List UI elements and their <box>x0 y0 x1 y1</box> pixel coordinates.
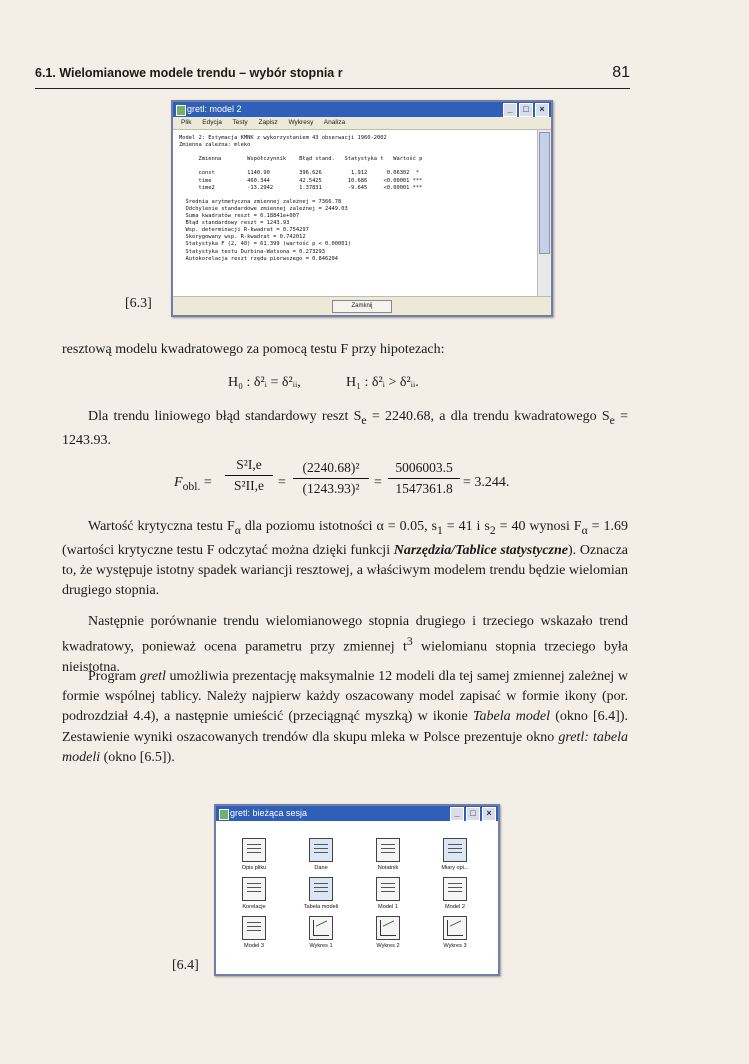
session-icon[interactable] <box>222 877 286 910</box>
session-icon-label: Dane <box>314 865 328 871</box>
session-icon-label: Korelacje <box>242 904 266 910</box>
fraction-variances: S²I,e S²II,e <box>225 457 273 494</box>
menu-tests[interactable]: Testy <box>232 119 248 126</box>
gretl-app-icon <box>219 809 229 820</box>
output-line: Autokorelacja reszt rzędu pierwszego = 0.846204 <box>179 255 339 262</box>
close-icon[interactable]: × <box>482 807 496 821</box>
window-titlebar[interactable] <box>216 806 498 821</box>
session-icon[interactable] <box>222 838 286 871</box>
session-icon-label: Tabela modeli <box>303 904 339 910</box>
close-button[interactable]: Zamknij <box>332 300 392 313</box>
doc-icon <box>376 838 400 862</box>
page-number: 81 <box>612 64 630 81</box>
paragraph-1: resztową modelu kwadratowego za pomocą testu F przy hipotezach: <box>62 342 445 357</box>
model-output-text <box>173 130 537 297</box>
session-icon-label: Model 3 <box>244 943 264 949</box>
doc-icon <box>376 877 400 901</box>
paragraph-5: Program gretl umożliwia prezentację maksymalnie 12 modeli dla tej samej zmiennej zależnej w formie wspólnej tablicy. Należy najpierw każdy oszacowany model zapisać w formie ikony (por. podrozdział 4.4), a następnie umieścić (przeciągnąć myszką) w ikonie Tabela model (okno [6.4]). Zestawienie wyniki oszacowanych trendów dla skupu mleka w Polsce prezentuje okno gretl: tabela modeli (okno [6.5]). <box>62 669 629 765</box>
paragraph-2: Dla trendu liniowego błąd standardowy reszt $S_e = 2240.68$, a dla trendu kwadratowego $S_e = 1243.93$. <box>62 409 628 448</box>
output-line: Statystyka F (2, 40) = 61.399 (wartość p < 0.00001) <box>179 241 352 248</box>
session-icon-label: Miary opi... <box>441 865 469 871</box>
session-icon-label: Model 1 <box>378 904 398 910</box>
hypothesis-h1: H₁ : δ²ᵢ > δ²ᵢᵢ. <box>346 375 419 390</box>
gretl-app-icon <box>176 105 186 116</box>
table-icon <box>443 838 467 862</box>
menu-file[interactable]: Plik <box>181 119 192 126</box>
chart-icon <box>309 916 333 940</box>
output-line: const 1140.90 396.626 1.912 0.06302 * <box>179 170 420 177</box>
gretl-model-window <box>171 100 553 317</box>
output-line: Skorygowany wsp. R-kwadrat = 0.742012 <box>179 234 306 241</box>
session-icon-grid <box>222 838 492 949</box>
session-icon-label: Wykres 2 <box>376 943 400 949</box>
menu-bar <box>173 117 551 130</box>
minimize-icon[interactable]: _ <box>450 807 464 821</box>
session-icon[interactable] <box>356 838 420 871</box>
doc-icon <box>242 916 266 940</box>
window-footer <box>173 296 551 315</box>
session-icon[interactable] <box>356 877 420 910</box>
session-icon[interactable] <box>423 838 487 871</box>
session-icon[interactable] <box>222 916 286 949</box>
doc-icon <box>242 838 266 862</box>
figure-label-6-3: [6.3] <box>125 296 152 311</box>
output-line: time2 -13.2942 1.37831 -9.645 <0.00001 *** <box>179 184 423 191</box>
output-line: time 460.344 42.5425 10.686 <0.00001 *** <box>179 177 423 184</box>
session-icon-label: Model 2 <box>445 904 465 910</box>
figure-label-6-4: [6.4] <box>172 958 199 973</box>
menu-edit[interactable]: Edycja <box>202 119 222 126</box>
close-icon[interactable]: × <box>535 103 549 117</box>
gretl-session-window <box>214 804 500 976</box>
session-icon[interactable] <box>289 877 353 910</box>
window-title: gretl: bieżąca sesja <box>230 808 308 818</box>
session-icon-label: Notatnik <box>377 865 399 871</box>
fraction-values: 5006003.5 1547361.8 <box>388 460 460 497</box>
session-icon[interactable] <box>289 916 353 949</box>
minimize-icon[interactable]: _ <box>503 103 517 117</box>
output-line: Suma kwadratów reszt = 6.18841e+007 <box>179 213 300 220</box>
table-icon <box>309 877 333 901</box>
fraction-squared-errors: (2240.68)² (1243.93)² <box>293 460 369 497</box>
scrollbar-thumb[interactable] <box>539 132 550 254</box>
output-line: Model 2: Estymacja KMNK z wykorzystaniem 43 obserwacji 1960-2002 <box>179 135 387 141</box>
equals-sign-2: = <box>374 475 382 490</box>
hypothesis-h0: H₀ : δ²ᵢ = δ²ᵢᵢ, <box>228 375 301 390</box>
session-icon[interactable] <box>356 916 420 949</box>
output-line: Błąd standardowy reszt = 1243.93 <box>179 220 290 227</box>
running-header <box>35 62 630 89</box>
paragraph-3: Wartość krytyczna testu $F_\alpha$ dla poziomu istotności α = 0.05, $s_1 = 41$ i $s_2 = 40$ wynosi $F_\alpha = 1.69$ (wartości krytyczne testu F odczytać można dzięki funkcji Narzędzia/Tablice statystyczne). Oznacza to, że występuje istotny spadek wariancji resztowej, a właściwym modelem trendu będzie wielomian drugiego stopnia. <box>62 519 629 599</box>
f-obl-result: = 3.244. <box>463 475 510 490</box>
window-title: gretl: model 2 <box>187 104 242 114</box>
section-title: 6.1. Wielomianowe modele trendu – wybór stopnia r <box>35 66 343 80</box>
session-icon-label: Wykres 3 <box>443 943 467 949</box>
output-line <box>179 192 531 199</box>
session-icon-label: Wykres 1 <box>309 943 333 949</box>
paragraph-4: Następnie porównanie trendu wielomianowego stopnia drugiego i trzeciego wskazało trend kwadratowy, ponieważ ocena parametru przy zmiennej $t^3$ wielomianu stopnia trzeciego była nieistotna. <box>62 614 628 676</box>
session-icon[interactable] <box>289 838 353 871</box>
session-icon-label: Opis pliku <box>241 865 267 871</box>
output-line: Statystyka testu Durbina-Watsona = 0.273293 <box>179 248 326 255</box>
vertical-scrollbar[interactable] <box>537 130 551 297</box>
menu-graphs[interactable]: Wykresy <box>288 119 314 126</box>
maximize-icon[interactable]: □ <box>519 103 533 117</box>
f-obl-lhs: $F_{obl.}$ = <box>174 475 212 493</box>
maximize-icon[interactable]: □ <box>466 807 480 821</box>
chart-icon <box>376 916 400 940</box>
output-line <box>179 163 531 170</box>
output-line: Zmienna Współczynnik Błąd stand. Statystyka t Wartość p <box>179 156 423 163</box>
doc-icon <box>443 877 467 901</box>
output-line: Wsp. determinacji R-kwadrat = 0.754297 <box>179 227 309 234</box>
table-icon <box>309 838 333 862</box>
output-line: Odchylenie standardowe zmiennej zależnej = 2449.03 <box>179 205 348 212</box>
window-titlebar[interactable] <box>173 102 551 117</box>
menu-save[interactable]: Zapisz <box>258 119 278 126</box>
session-icon[interactable] <box>423 916 487 949</box>
menu-analysis[interactable]: Analiza <box>323 119 346 126</box>
chart-icon <box>443 916 467 940</box>
doc-icon <box>242 877 266 901</box>
output-line: Średnia arytmetyczna zmiennej zależnej = 7366.78 <box>179 198 342 205</box>
output-line: Zmienna zależna: mleko <box>179 142 251 149</box>
session-icon[interactable] <box>423 877 487 910</box>
equals-sign-1: = <box>278 475 286 490</box>
